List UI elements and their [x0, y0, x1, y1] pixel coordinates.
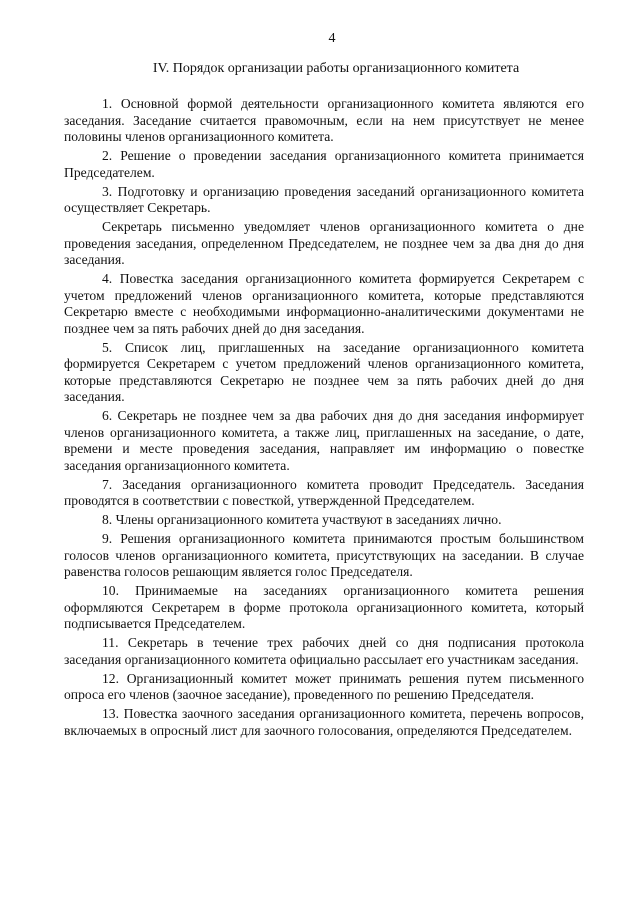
document-page — [64, 30, 584, 742]
paragraph-8: 8. Члены организационного комитета участвуют в заседаниях лично. — [102, 512, 502, 527]
paragraph-5: 5. Список лиц, приглашенных на заседание организационного комитета формируется Секретарем с учетом предложений членов организационного комитета, которые представляются Секретарю не позднее чем за пять рабочих дней до дня заседания. — [64, 339, 584, 404]
section-title: IV. Порядок организации работы организационного комитета — [152, 61, 520, 76]
paragraph-1: 1. Основной формой деятельности организационного комитета являются его заседания. Заседание считается правомочным, если на нем присутствует не менее половины членов организационного комитета. — [64, 96, 584, 144]
paragraph-2: 2. Решение о проведении заседания организационного комитета принимается Председателем. — [64, 148, 584, 180]
paragraph-13: 13. Повестка заочного заседания организационного комитета, перечень вопросов, включаемых в опросный лист для заочного голосования, определяются Председателем. — [64, 706, 584, 738]
paragraph-11: 11. Секретарь в течение трех рабочих дней со дня подписания протокола заседания организационного комитета официально рассылает его участникам заседания. — [64, 635, 584, 667]
paragraph-12: 12. Организационный комитет может принимать решения путем письменного опроса его членов (заочное заседание), проведенного по решению Председателя. — [64, 670, 584, 702]
paragraph-4: 4. Повестка заседания организационного комитета формируется Секретарем с учетом предложений членов организационного комитета, которые представляются Секретарю вместе с необходимыми информационно-аналитическими документами не позднее чем за пять рабочих дней до дня заседания. — [64, 271, 584, 336]
paragraph-7: 7. Заседания организационного комитета проводит Председатель. Заседания проводятся в соответствии с повесткой, утвержденной Председателем. — [64, 476, 584, 508]
paragraph-9: 9. Решения организационного комитета принимаются простым большинством голосов членов организационного комитета, присутствующих на заседании. В случае равенства голосов решающим является голос Председателя. — [64, 531, 584, 579]
paragraph-6: 6. Секретарь не позднее чем за два рабочих дня до дня заседания информирует членов организационного комитета, а также лиц, приглашенных на заседание, о дате, времени и месте проведения заседания, направляет им информацию о повестке заседания организационного комитета. — [64, 408, 584, 473]
paragraph-3: 3. Подготовку и организацию проведения заседаний организационного комитета осуществляет Секретарь. — [64, 183, 584, 215]
paragraph-3-secretary-notice: Секретарь письменно уведомляет членов организационного комитета о дне проведения заседания, определенном Председателем, не позднее чем за два дня до дня заседания. — [64, 219, 584, 267]
page-number: 4 — [328, 31, 336, 46]
paragraph-10: 10. Принимаемые на заседаниях организационного комитета решения оформляются Секретарем в форме протокола организационного комитета, который подписывается Председателем. — [64, 583, 584, 631]
